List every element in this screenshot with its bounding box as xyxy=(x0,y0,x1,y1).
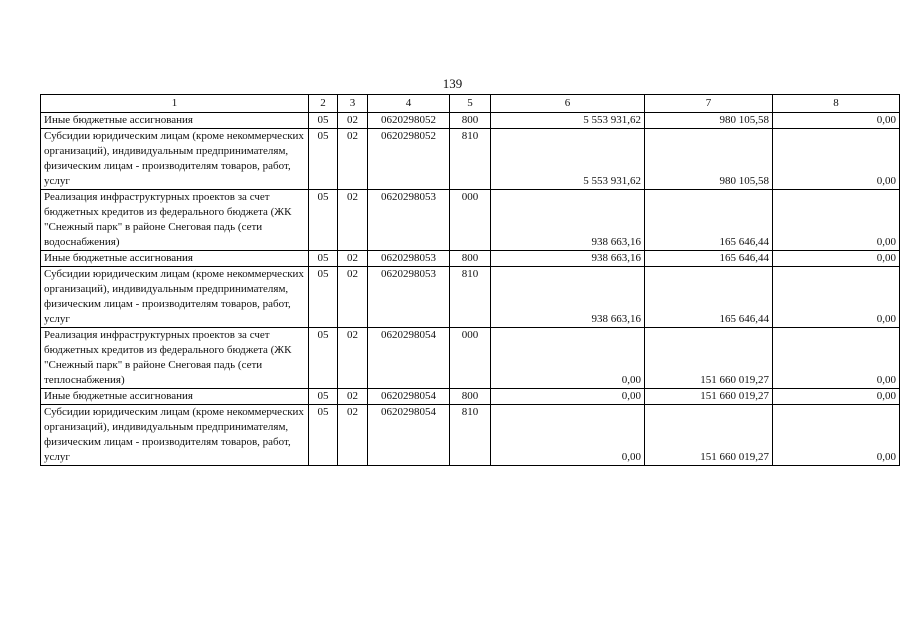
amount-col6: 5 553 931,62 xyxy=(491,129,645,190)
target-code-cell: 0620298054 xyxy=(368,405,450,466)
item-name: Иные бюджетные ассигнования xyxy=(41,251,309,267)
budget-table xyxy=(40,94,900,466)
amount-col8: 0,00 xyxy=(773,190,900,251)
amount-col6: 938 663,16 xyxy=(491,267,645,328)
section-cell: 05 xyxy=(309,251,338,267)
header-cell: 6 xyxy=(491,95,645,113)
amount-col6: 0,00 xyxy=(491,405,645,466)
subsection-cell: 02 xyxy=(338,251,368,267)
amount-col6: 0,00 xyxy=(491,389,645,405)
expense-type-cell: 810 xyxy=(450,267,491,328)
table-row xyxy=(41,389,900,405)
section-cell: 05 xyxy=(309,328,338,389)
target-code-cell: 0620298054 xyxy=(368,389,450,405)
expense-type-cell: 810 xyxy=(450,129,491,190)
section-cell: 05 xyxy=(309,129,338,190)
expense-type-cell: 800 xyxy=(450,251,491,267)
expense-type-cell: 800 xyxy=(450,389,491,405)
item-name: Иные бюджетные ассигнования xyxy=(41,389,309,405)
header-cell: 7 xyxy=(645,95,773,113)
amount-col8: 0,00 xyxy=(773,129,900,190)
amount-col8: 0,00 xyxy=(773,405,900,466)
table-row xyxy=(41,328,900,389)
target-code-cell: 0620298052 xyxy=(368,129,450,190)
item-name: Иные бюджетные ассигнования xyxy=(41,113,309,129)
item-name: Субсидии юридическим лицам (кроме некоммерческих организаций), индивидуальным предпринимателям, физическим лицам - производителям товаров, работ, услуг xyxy=(41,129,309,190)
target-code-cell: 0620298053 xyxy=(368,190,450,251)
expense-type-cell: 800 xyxy=(450,113,491,129)
amount-col8: 0,00 xyxy=(773,251,900,267)
item-name: Субсидии юридическим лицам (кроме некоммерческих организаций), индивидуальным предпринимателям, физическим лицам - производителям товаров, работ, услуг xyxy=(41,405,309,466)
amount-col6: 938 663,16 xyxy=(491,190,645,251)
header-cell: 3 xyxy=(338,95,368,113)
subsection-cell: 02 xyxy=(338,190,368,251)
expense-type-cell: 810 xyxy=(450,405,491,466)
table-row xyxy=(41,267,900,328)
section-cell: 05 xyxy=(309,389,338,405)
expense-type-cell: 000 xyxy=(450,328,491,389)
table-row xyxy=(41,113,900,129)
subsection-cell: 02 xyxy=(338,113,368,129)
amount-col7: 151 660 019,27 xyxy=(645,328,773,389)
item-name: Реализация инфраструктурных проектов за счет бюджетных кредитов из федерального бюджета (ЖК "Снежный парк" в районе Снеговая падь (сети водоснабжения) xyxy=(41,190,309,251)
page-number: 139 xyxy=(442,76,463,91)
subsection-cell: 02 xyxy=(338,129,368,190)
header-cell: 5 xyxy=(450,95,491,113)
amount-col7: 980 105,58 xyxy=(645,129,773,190)
amount-col6: 5 553 931,62 xyxy=(491,113,645,129)
table-row xyxy=(41,129,900,190)
header-row xyxy=(41,95,900,113)
header-cell: 8 xyxy=(773,95,900,113)
subsection-cell: 02 xyxy=(338,405,368,466)
target-code-cell: 0620298052 xyxy=(368,113,450,129)
amount-col8: 0,00 xyxy=(773,389,900,405)
amount-col7: 165 646,44 xyxy=(645,190,773,251)
expense-type-cell: 000 xyxy=(450,190,491,251)
amount-col6: 0,00 xyxy=(491,328,645,389)
amount-col6: 938 663,16 xyxy=(491,251,645,267)
amount-col8: 0,00 xyxy=(773,267,900,328)
target-code-cell: 0620298053 xyxy=(368,267,450,328)
section-cell: 05 xyxy=(309,190,338,251)
amount-col7: 151 660 019,27 xyxy=(645,389,773,405)
item-name: Реализация инфраструктурных проектов за счет бюджетных кредитов из федерального бюджета (ЖК "Снежный парк" в районе Снеговая падь (сети теплоснабжения) xyxy=(41,328,309,389)
subsection-cell: 02 xyxy=(338,389,368,405)
amount-col8: 0,00 xyxy=(773,328,900,389)
target-code-cell: 0620298053 xyxy=(368,251,450,267)
subsection-cell: 02 xyxy=(338,328,368,389)
table-row xyxy=(41,190,900,251)
section-cell: 05 xyxy=(309,267,338,328)
amount-col7: 980 105,58 xyxy=(645,113,773,129)
item-name: Субсидии юридическим лицам (кроме некоммерческих организаций), индивидуальным предпринимателям, физическим лицам - производителям товаров, работ, услуг xyxy=(41,267,309,328)
target-code-cell: 0620298054 xyxy=(368,328,450,389)
amount-col7: 165 646,44 xyxy=(645,251,773,267)
table-row xyxy=(41,405,900,466)
amount-col7: 151 660 019,27 xyxy=(645,405,773,466)
header-cell: 1 xyxy=(41,95,309,113)
amount-col8: 0,00 xyxy=(773,113,900,129)
amount-col7: 165 646,44 xyxy=(645,267,773,328)
header-cell: 4 xyxy=(368,95,450,113)
section-cell: 05 xyxy=(309,113,338,129)
section-cell: 05 xyxy=(309,405,338,466)
table-row xyxy=(41,251,900,267)
header-cell: 2 xyxy=(309,95,338,113)
subsection-cell: 02 xyxy=(338,267,368,328)
